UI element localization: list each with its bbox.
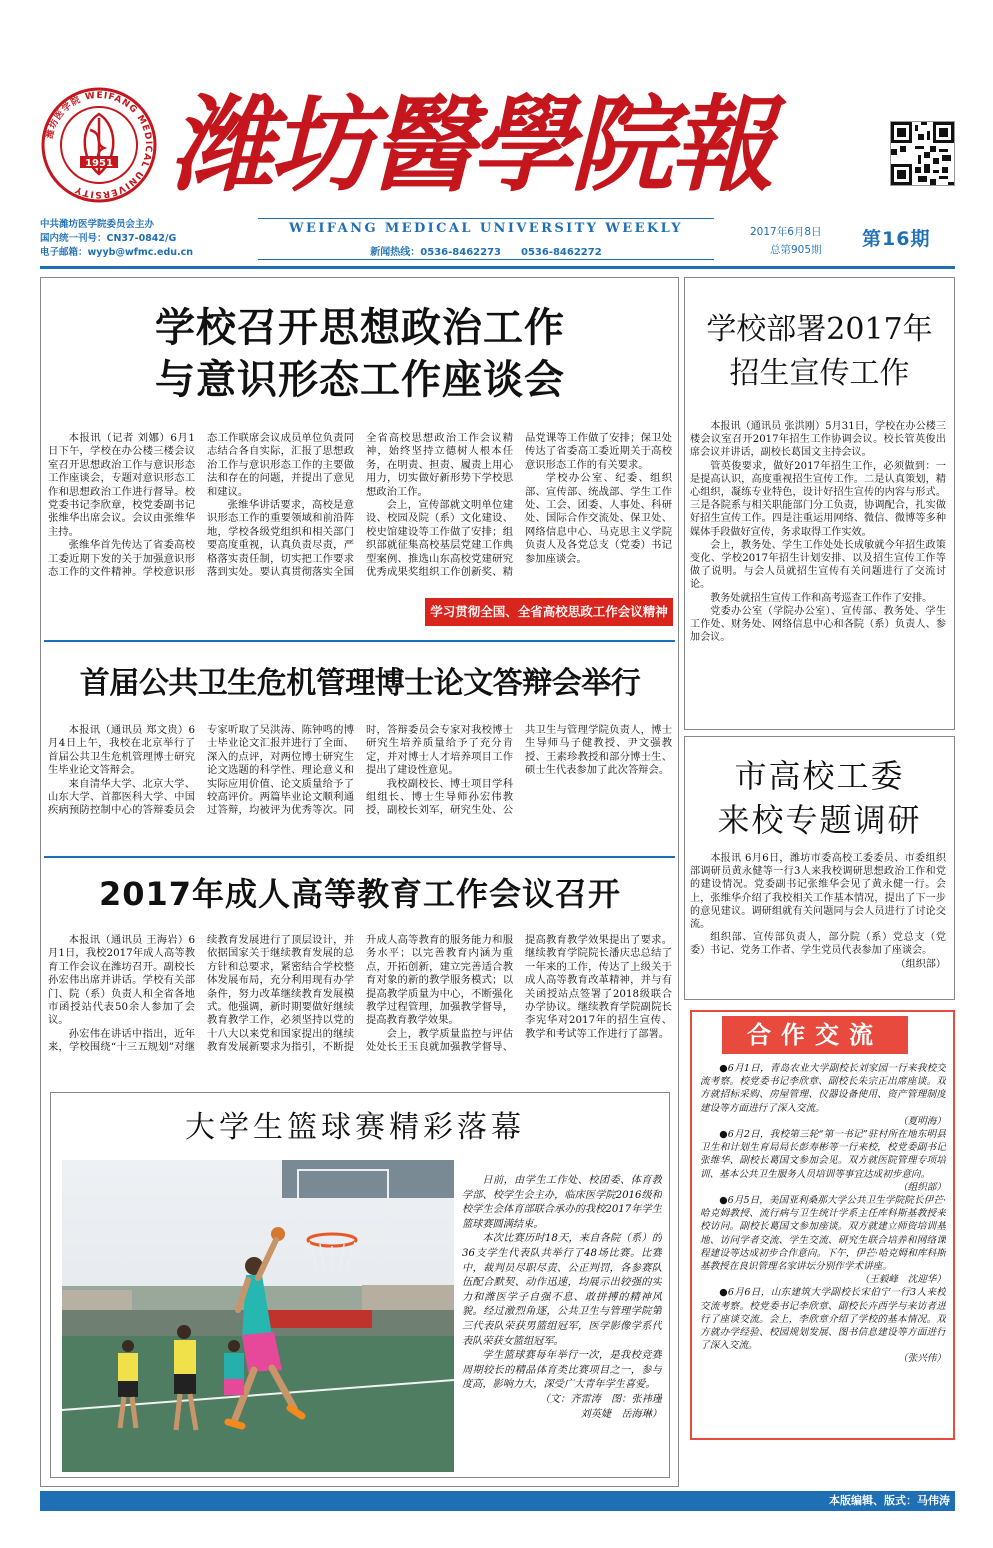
issue-date: 2017年6月8日	[750, 226, 822, 238]
article3-body	[48, 934, 672, 1084]
article4-paragraph: 本报讯（通讯员 张洪刚）5月31日，学校在办公楼三楼会议室召开2017年招生工作协调会议。校长管英俊出席会议并讲话，副校长葛国文主持会议。	[690, 421, 946, 459]
article3-paragraph: 会上，教学质量监控与评估处处长王玉良就加强教学督导、提高教育教学效果提出了要求。继续教育学院院长潘庆忠总结了一年来的工作，传达了上级关于成人高等教育改革精神，并与有关函授站点签署了2018级联合办学协议。继续教育学院副院长李宪华对2017年的招生宣传、教学和考试等工作进行了部署。	[366, 934, 672, 1054]
footer-editor: 本版编辑、版式：马伟涛	[829, 1494, 950, 1507]
exchange-body	[700, 1062, 946, 1434]
issue-number: 第16期	[862, 228, 931, 250]
article2-paragraph: 我校副校长、博士项目学科组组长、博士生导师孙宏伟教授，副校长刘军，研究生处、公共卫生与管理学院负责人，博士生导师马子健教授、尹文强教授、王素珍教授和部分博士生、硕士生代表参加了此次答辩会。	[366, 724, 672, 817]
article5-title-line1: 市高校工委	[734, 757, 905, 795]
article5-paragraph: 组织部、宣传部负责人，部分院（系）党总支（党委）书记、党务工作者、学生党员代表参加了座谈会。	[690, 932, 946, 957]
article1-title	[50, 302, 670, 406]
qr-code	[890, 121, 955, 186]
basketball-paragraph: 学生篮球赛每年举行一次，是我校竞赛周期较长的精品体育类比赛项目之一，参与度高，影响力大，深受广大青年学生喜爱。	[462, 1350, 662, 1391]
exchange-credit: （组织部）	[898, 1181, 946, 1193]
basketball-body	[462, 1174, 662, 1464]
exchange-item: ●6月6日，山东建筑大学副校长宋伯宁一行3人来校交流考察。校党委书记李欣章、副校长卉西学与来访者进行了座谈交流。会上，李欣章介绍了学校的基本情况。双方就办学经验、校园规划发展、图书信息建设等方面进行了深入交流。	[700, 1287, 946, 1352]
article3-title: 2017年成人高等教育工作会议召开	[98, 875, 622, 913]
article4-title-line1: 学校部署2017年	[706, 312, 933, 347]
exchange-credit: （王毅峰 沈迎华）	[859, 1274, 946, 1286]
article1-paragraph: 学校办公室、纪委、组织部、宣传部、统战部、学生工作处、工会、团委、人事处、科研处、国际合作交流处、保卫处、网络信息中心、马克思主义学院负责人及各党总支（党委）书记参加座谈会。	[525, 472, 672, 565]
article2-paragraph: 本报讯（通讯员 郑文贵）6月4日上午，我校在北京举行了首届公共卫生危机管理博士研究生毕业论文答辩会。	[48, 724, 195, 777]
article5-credit: （组织部）	[895, 958, 946, 970]
basketball-photo	[62, 1160, 454, 1472]
article1-paragraph: 会上，宣传部就文明单位建设、校园及院（系）文化建设、校史馆建设等工作做了安排；组织部就征集高校基层党建工作典型案例、推选山东高校党建研究优秀成果奖组织工作创新奖、精品党课等工作做了安排；保卫处传达了省委高工委近期关于高校意识形态工作的有关要求。	[366, 432, 672, 579]
exchange-item: ●6月2日，我校第三轮“第一书记”驻村所在地东明县卫生和计划生育局局长彭寿彬等一行来校，校党委副书记张维华、副校长葛国文参加会见。双方就医院管理专项培训、基本公共卫生服务人员培训等事宜达成初步意向。	[700, 1129, 946, 1180]
exchange-credit: （张兴伟）	[898, 1353, 946, 1365]
cn-number: 国内统一刊号：CN37-0842/G	[40, 233, 177, 244]
article4-title-line2: 招生宣传工作	[729, 356, 910, 391]
article5-title-line2: 来校专题调研	[717, 801, 922, 839]
article1-title-line1: 学校召开思想政治工作	[155, 305, 565, 351]
article1-body	[48, 432, 672, 626]
basketball-credit-line1: （文：齐雷涛 图：张祎瑾	[539, 1393, 662, 1405]
basketball-title: 大学生篮球赛精彩落幕	[185, 1110, 525, 1145]
exchange-item: ●6月5日，美国亚利桑那大学公共卫生学院院长伊芒·哈克姆教授、流行病与卫生统计学系主任库科斯基教授来校访问。副校长葛国文参加座谈。双方就建立师资培训基地、访问学者交流、学生交流、研究生联合培养和网络课程建设等达成初步合作意向。下午，伊芒·哈克姆和库科斯基教授在良识管理名家讲坛分别作学术讲座。	[700, 1195, 946, 1273]
article1-banner: 学习贯彻全国、全省高校思政工作会议精神	[425, 598, 673, 626]
article1-title-line2: 与意识形态工作座谈会	[155, 357, 565, 403]
sponsor-text: 中共潍坊医学院委员会主办	[40, 219, 155, 230]
masthead-bottom-rule	[40, 266, 955, 269]
article3-paragraph: 孙宏伟在讲话中指出，近年来，学校围绕“十三五规划”对继续教育发展进行了顶层设计，并依据国家关于继续教育发展的总方针和总要求，紧密结合学校整体发展布局，充分利用现有办学条件，努力改革继续教育发展模式。他强调，新时期要做好继续教育教学工作，必须坚持以党的十八大以来党和国家提出的继续教育发展新要求为指引，不断提升成人高等教育的服务能力和服务水平；以完善教育内涵为重点，开拓创新，建立完善适合教育对象的新的教学服务模式；以提高教学质量为中心，不断强化教学过程管理，加强教学督导，提高教育教学效果。	[48, 934, 513, 1054]
article4-paragraph: 管英俊要求，做好2017年招生工作，必须做到：一是提高认识，高度重视招生宣传工作。二是认真策划，精心组织，凝练专业特色，设计好招生宣传的内容与形式。三是各院系与相关职能部门分工负责，协调配合，扎实做好招生宣传工作。四是注重运用网络、微信、微博等多种媒体手段做好宣传，务求取得工作实效。	[690, 460, 946, 538]
article5-title	[686, 754, 953, 842]
logo-year: 1951	[85, 158, 113, 169]
masthead-title: 潍坊醫學院報	[170, 83, 771, 206]
article4-paragraph: 教务处就招生宣传工作和高考巡查工作作了安排。	[710, 592, 933, 604]
exchange-title: 合作交流	[722, 1016, 908, 1054]
subtitle-english: WEIFANG MEDICAL UNIVERSITY WEEKLY	[289, 221, 683, 236]
article4-paragraph: 党委办公室（学院办公室）、宣传部、教务处、学生工作处、财务处、网络信息中心和各院（系）负责人、参加会议。	[690, 605, 946, 644]
exchange-item: ●6月1日，青岛农业大学副校长刘家园一行来我校交流考察。校党委书记李欣章、副校长朱宗正出席座谈。双方就招标采购、房屋管理、仪器设备使用、资产管理制度建设等方面进行了深入交流。	[700, 1063, 946, 1114]
logo-seal	[40, 86, 158, 204]
article1-paragraph: 张维华讲话要求，高校是意识形态工作的重要领域和前沿阵地，学校各级党组织和相关部门要高度重视，认真负责尽责，严格落实责任制，切实把工作要求落到实处。要认真贯彻落实全国全省高校思想政治工作会议精神，始终坚持立德树人根本任务，在明责、担责、履责上用心用力，切实做好新形势下学校思想政治工作。	[207, 432, 513, 579]
news-hotline: 新闻热线：0536-8462273 0536-8462272	[370, 247, 602, 258]
logo-ring-text: 潍坊医学院 WEIFANG MEDICAL UNIVERSITY	[45, 90, 154, 200]
article4-paragraph: 会上，教务处、学生工作处处长成敏就今年招生政策变化、学校2017年招生计划安排、以及招生宣传工作等做了说明。与会人员就招生宣传有关问题进行了交流讨论。	[690, 539, 946, 591]
article2-body	[48, 724, 672, 846]
divider	[44, 856, 675, 858]
email-text: 电子邮箱：wyyb@wfmc.edu.cn	[40, 247, 194, 258]
article1-paragraph: 本报讯（记者 刘娜）6月1日下午，学校在办公楼三楼会议室召开思想政治工作与意识形态工作座谈会，专题对意识形态工作和思想政治工作进行督导。校党委书记李欣章，校党委副书记张维华出席会议。会议由张维华主持。	[48, 432, 195, 538]
basketball-paragraph: 日前，由学生工作处、校团委、体育教学部、校学生会主办，临床医学院2016级和校学生会体育部联合承办的我校2017年学生篮球赛圆满结束。	[462, 1175, 662, 1230]
masthead-info-left	[40, 218, 258, 264]
divider	[44, 640, 675, 642]
article5-body	[690, 852, 946, 996]
article2-title: 首届公共卫生危机管理博士论文答辩会举行	[79, 666, 641, 701]
article3-paragraph: 本报讯（通讯员 王海岩）6月1日，我校2017年成人高等教育工作会议在潍坊召开。副校长孙宏伟出席并讲话。学校有关部门、院（系）负责人和全省各地市函授站代表50余人参加了会议。	[48, 934, 195, 1027]
article4-body	[690, 420, 946, 720]
exchange-credit: （夏明海）	[898, 1115, 946, 1127]
article5-paragraph: 本报讯 6月6日，潍坊市委高校工委委员、市委组织部调研员黄永健等一行3人来我校调研思想政治工作和党的建设情况。党委副书记张维华会见了黄永健一行。会上，张维华介绍了我校相关工作基本情况，提出了下一步的意见建议。调研组就有关问题同与会人员进行了讨论交流。	[690, 853, 946, 931]
basketball-paragraph: 本次比赛历时18天，来自各院（系）的36支学生代表队共举行了48场比赛。比赛中，裁判员尽职尽责、公正判罚，各参赛队伍配合默契、动作迅速，均展示出较强的实力和潍医学子自强不息、敢拼搏的精神风貌。经过激烈角逐，公共卫生与管理学院第三代表队荣获男篮组冠军，医学影像学系代表队荣获女篮组冠军。	[462, 1233, 662, 1347]
basketball-credit-line2: 刘英婕 岳海琳）	[580, 1408, 662, 1420]
total-issue: 总第905期	[770, 244, 822, 256]
article2-paragraph: 来自清华大学、北京大学、山东大学、首都医科大学、中国疾病预防控制中心的答辩委员会专家听取了吴洪涛、陈钟鸣的博士毕业论文汇报并进行了全面、深入的点评，对两位博士研究生论文选题的科学性、理论意义和实际应用价值、论文质量给予了较高评价。两篇毕业论文顺利通过答辩，均被评为优秀等次。同时，答辩委员会专家对我校博士研究生培养质量给予了充分肯定，并对博士人才培养项目工作提出了建设性意见。	[48, 724, 513, 817]
article4-title	[686, 308, 953, 396]
article1-paragraph: 张维华首先传达了省委高校工委近期下发的关于加强意识形态工作的文件精神。学校意识形态工作联席会议成员单位负责同志结合各自实际，汇报了思想政治工作与意识形态工作的主要做法和存在的问题，并提出了意见和建议。	[48, 432, 354, 579]
masthead-center-band	[258, 218, 714, 260]
